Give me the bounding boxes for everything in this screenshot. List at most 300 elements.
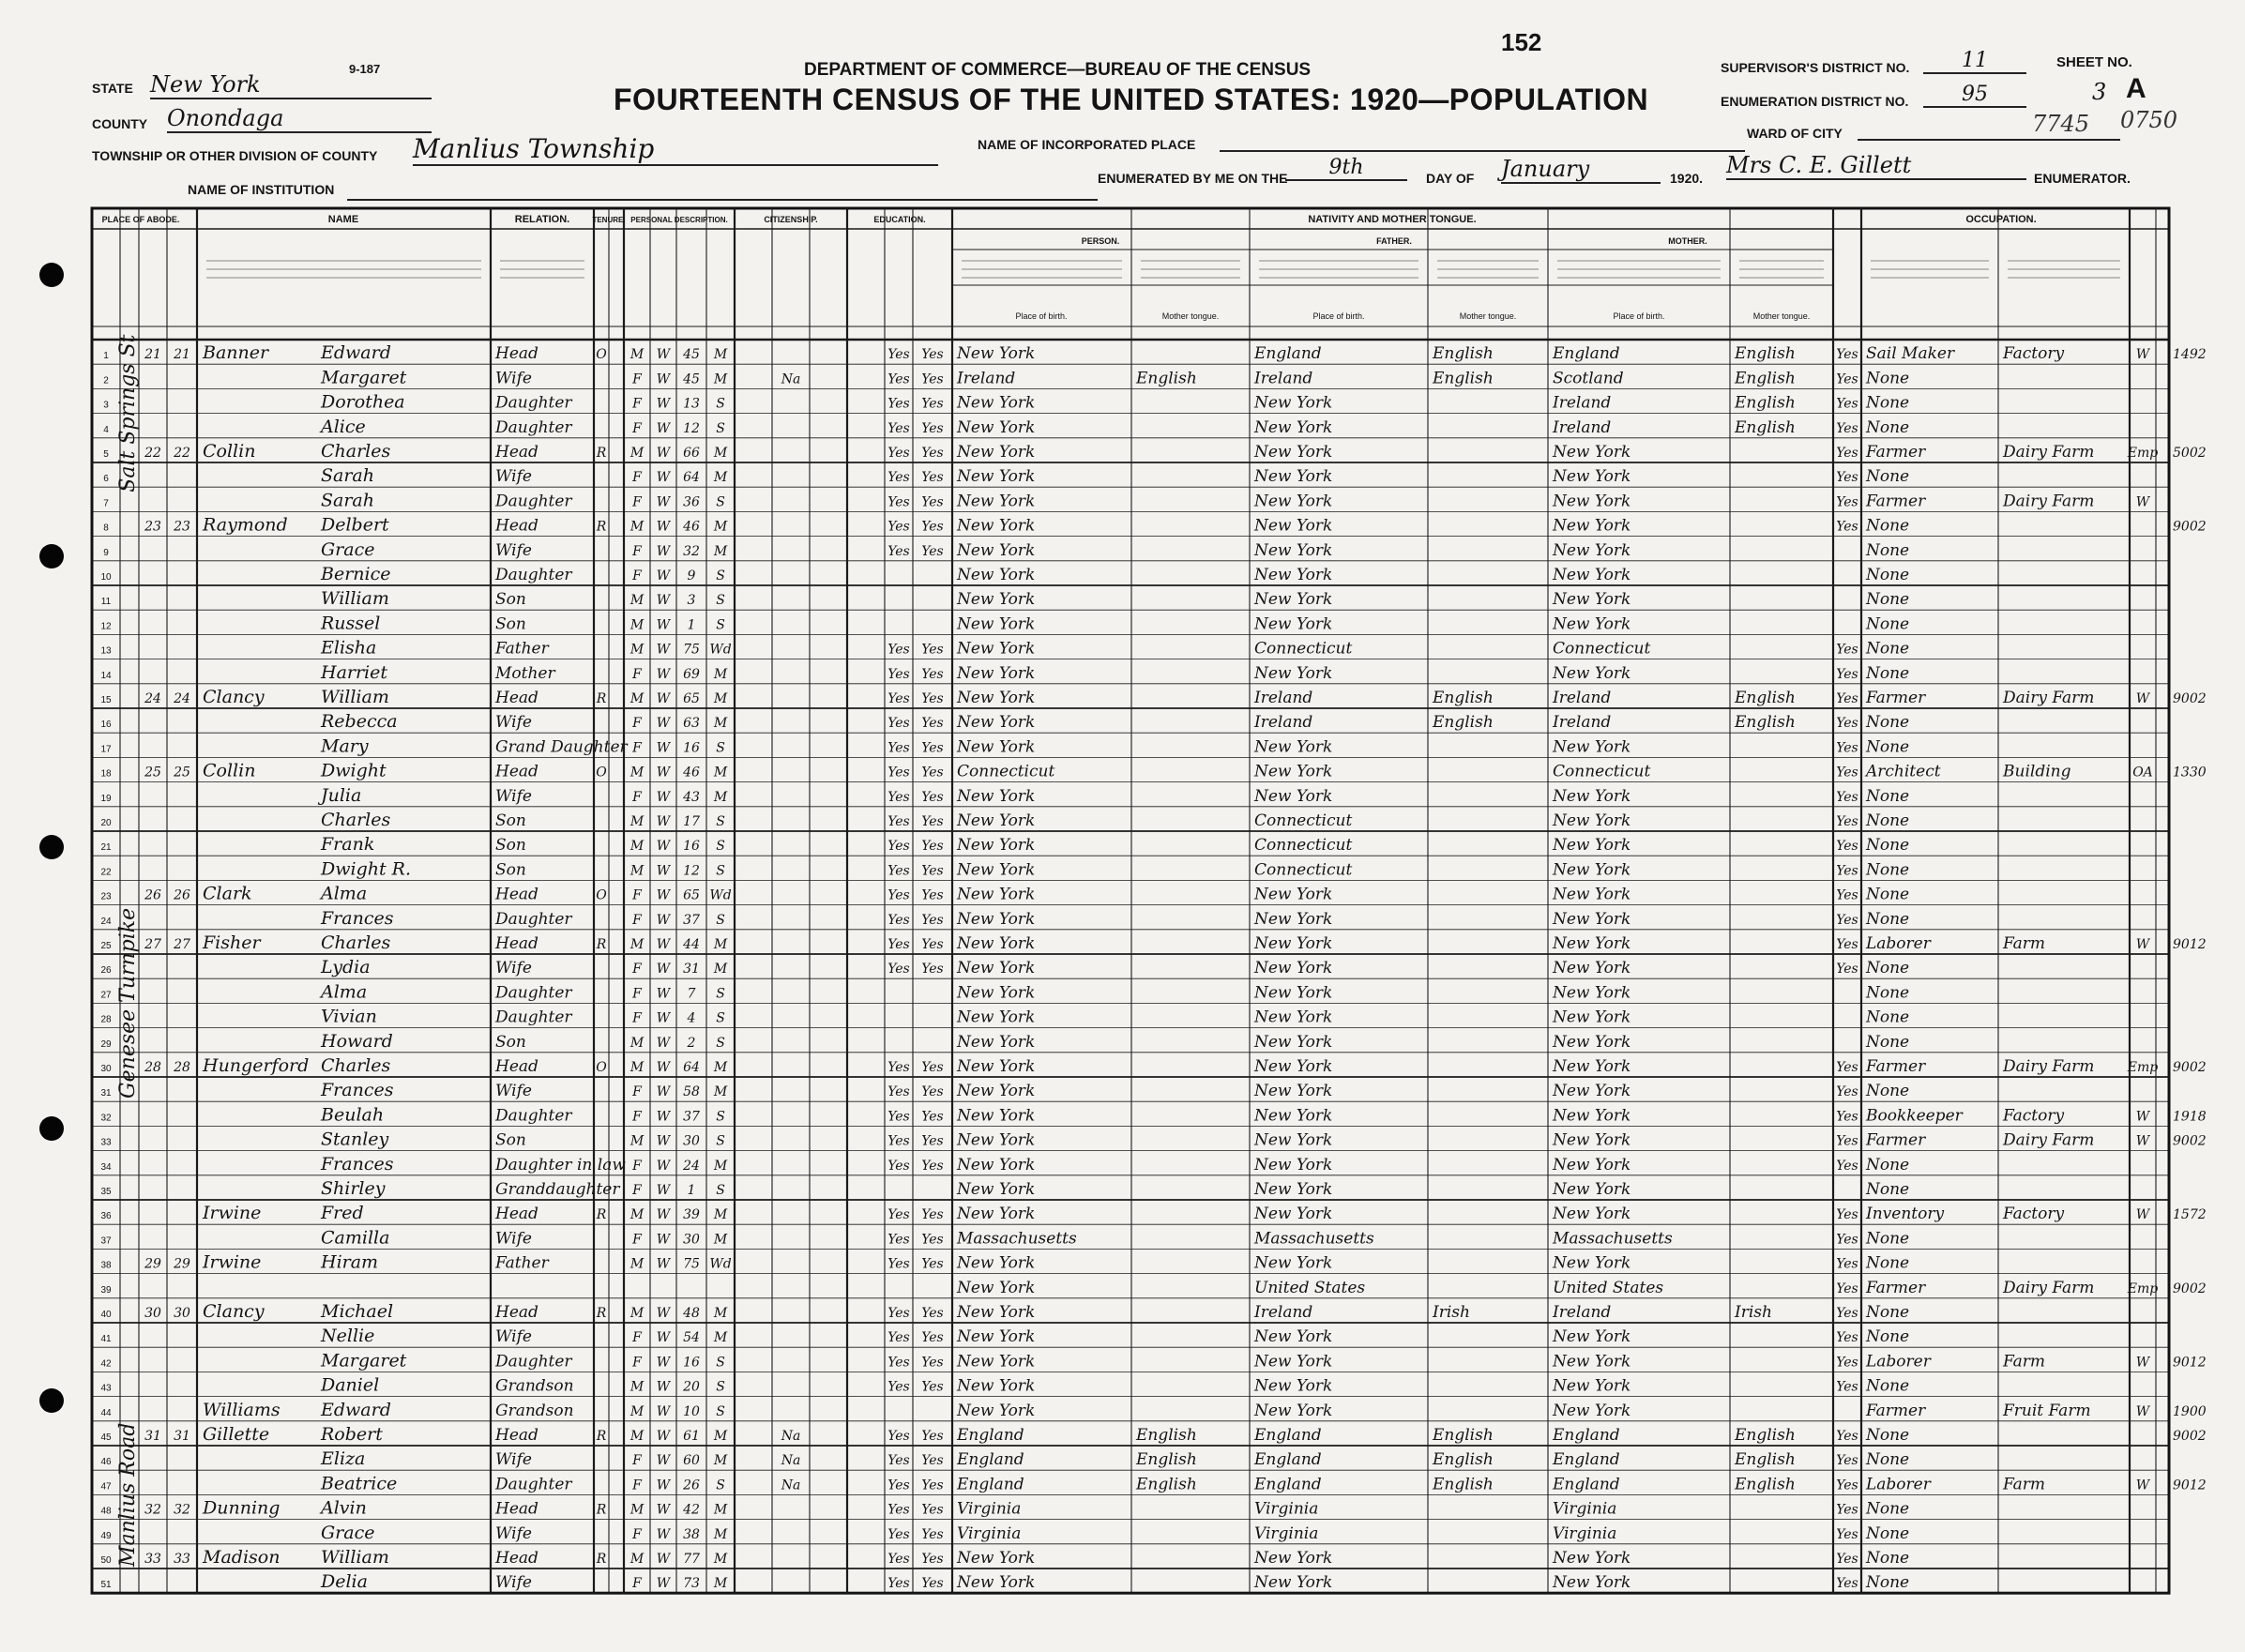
cell-age: 75 bbox=[683, 1256, 700, 1272]
cell-age: 1 bbox=[687, 1183, 696, 1198]
cell-age: 37 bbox=[683, 1109, 700, 1125]
cell-rel: Daughter bbox=[495, 1352, 572, 1372]
cell-pb: New York bbox=[957, 1180, 1036, 1199]
township-value: Manlius Township bbox=[413, 133, 938, 166]
cell-sex: M bbox=[630, 863, 645, 879]
line-number: 50 bbox=[100, 1555, 112, 1566]
row-code: 1492 bbox=[2173, 347, 2207, 363]
cell-read: Yes bbox=[887, 519, 910, 535]
cell-occ: None bbox=[1866, 1253, 1910, 1273]
cell-write: Yes bbox=[921, 642, 944, 658]
cell-race: W bbox=[656, 839, 671, 855]
cell-ms: M bbox=[713, 765, 728, 781]
cell-race: W bbox=[656, 789, 671, 805]
line-number: 23 bbox=[100, 891, 112, 902]
given-name: Frank bbox=[321, 834, 375, 856]
cell-sex: F bbox=[632, 420, 642, 436]
row-code: 1918 bbox=[2173, 1109, 2207, 1125]
cell-occ: None bbox=[1866, 393, 1910, 413]
cell-eng: Yes bbox=[1836, 1109, 1858, 1125]
cell-pb: New York bbox=[957, 590, 1036, 610]
cell-fb: New York bbox=[1254, 1352, 1333, 1372]
cell-ms: M bbox=[713, 1158, 728, 1174]
row-code: 1572 bbox=[2173, 1207, 2207, 1223]
surname: Williams bbox=[203, 1399, 281, 1420]
cell-ten: R bbox=[596, 519, 607, 535]
cell-sex: F bbox=[632, 1158, 642, 1174]
cell-cit: Na bbox=[781, 1429, 801, 1444]
cell-age: 65 bbox=[683, 691, 700, 706]
cell-eng: Yes bbox=[1836, 1133, 1858, 1149]
cell-pb: New York bbox=[957, 1376, 1036, 1396]
cell-sex: F bbox=[632, 740, 642, 756]
cell-mb: England bbox=[1553, 344, 1620, 364]
cell-fb: New York bbox=[1254, 1549, 1333, 1568]
given-name: Charles bbox=[321, 810, 391, 830]
cell-ten: R bbox=[596, 446, 607, 461]
given-name: Lydia bbox=[321, 957, 371, 978]
cell-pb: Ireland bbox=[957, 369, 1016, 388]
cell-fb: New York bbox=[1254, 1130, 1333, 1150]
cell-dw: 32 bbox=[144, 1502, 161, 1518]
cell-ft: English bbox=[1433, 1426, 1494, 1445]
cell-ms: S bbox=[716, 839, 725, 855]
county-label: COUNTY bbox=[92, 116, 148, 131]
cell-ms: M bbox=[713, 1429, 728, 1444]
cell-read: Yes bbox=[887, 814, 910, 829]
cell-write: Yes bbox=[921, 1478, 944, 1493]
given-name: Rebecca bbox=[321, 711, 398, 733]
cell-fb: England bbox=[1254, 1450, 1322, 1470]
cell-age: 45 bbox=[683, 347, 700, 363]
cell-sex: M bbox=[630, 617, 645, 633]
cell-pb: New York bbox=[957, 1352, 1036, 1372]
group-father: FATHER. bbox=[1376, 236, 1412, 246]
cell-ind: Building bbox=[2003, 762, 2071, 781]
cell-mb: New York bbox=[1553, 1057, 1631, 1076]
cell-pb: New York bbox=[957, 1057, 1036, 1076]
cell-eng: Yes bbox=[1836, 839, 1858, 855]
cell-mmt: English bbox=[1735, 689, 1796, 707]
row-code: 9002 bbox=[2173, 1133, 2207, 1149]
cell-ind: Factory bbox=[2003, 1106, 2065, 1126]
incorporated-label: NAME OF INCORPORATED PLACE bbox=[978, 137, 1196, 152]
cell-pb: New York bbox=[957, 566, 1036, 584]
line-number: 24 bbox=[100, 916, 112, 927]
cell-ms: S bbox=[716, 1109, 725, 1125]
cell-rel: Son bbox=[495, 1032, 526, 1052]
cell-occ: Inventory bbox=[1866, 1205, 1945, 1224]
cell-ind: Farm bbox=[2003, 1352, 2046, 1372]
cell-sex: M bbox=[630, 519, 645, 535]
cell-pb: Virginia bbox=[957, 1523, 1022, 1543]
cell-eng: Yes bbox=[1836, 1060, 1858, 1075]
cell-read: Yes bbox=[887, 912, 910, 928]
row-code: 9002 bbox=[2173, 1429, 2207, 1444]
surname: Irwine bbox=[203, 1203, 262, 1224]
cell-read: Yes bbox=[887, 1306, 910, 1321]
cell-eng: Yes bbox=[1836, 691, 1858, 706]
cell-fam: 24 bbox=[174, 691, 190, 706]
cell-occ: Laborer bbox=[1866, 1475, 1931, 1494]
cell-ms: M bbox=[713, 543, 728, 559]
line-number: 8 bbox=[103, 523, 109, 534]
cell-mb: Ireland bbox=[1553, 713, 1612, 733]
cell-cls: W bbox=[2135, 1355, 2150, 1371]
cell-mmt: English bbox=[1735, 1475, 1796, 1494]
cell-fb: England bbox=[1254, 1475, 1322, 1494]
cell-ms: M bbox=[713, 789, 728, 805]
cell-cls: W bbox=[2135, 494, 2150, 510]
cell-race: W bbox=[656, 740, 671, 756]
cell-read: Yes bbox=[887, 1552, 910, 1567]
cell-read: Yes bbox=[887, 1453, 910, 1469]
cell-pb: New York bbox=[957, 689, 1036, 707]
cell-ind: Dairy Farm bbox=[2003, 1278, 2095, 1297]
cell-pb: New York bbox=[957, 836, 1036, 856]
cell-ms: M bbox=[713, 1330, 728, 1346]
cell-dw: 22 bbox=[144, 446, 161, 461]
cell-rel: Head bbox=[495, 885, 538, 904]
cell-race: W bbox=[656, 1306, 671, 1321]
cell-sex: F bbox=[632, 986, 642, 1002]
line-number: 39 bbox=[100, 1284, 112, 1296]
cell-age: 12 bbox=[683, 863, 700, 879]
row-code: 9002 bbox=[2173, 1060, 2207, 1075]
cell-ms: M bbox=[713, 1552, 728, 1567]
cell-rel: Head bbox=[495, 1057, 538, 1076]
cell-fb: New York bbox=[1254, 983, 1333, 1003]
cell-mmt: English bbox=[1735, 344, 1796, 364]
cell-age: 26 bbox=[683, 1478, 700, 1493]
cell-cls: W bbox=[2135, 691, 2150, 706]
cell-race: W bbox=[656, 1183, 671, 1198]
cell-eng: Yes bbox=[1836, 887, 1858, 903]
cell-dw: 21 bbox=[144, 347, 161, 363]
cell-fam: 29 bbox=[174, 1256, 190, 1272]
cell-pb: New York bbox=[957, 1008, 1036, 1027]
given-name: Margaret bbox=[321, 1350, 407, 1372]
given-name: Robert bbox=[321, 1424, 383, 1445]
cell-pb: New York bbox=[957, 737, 1036, 757]
cell-ms: M bbox=[713, 1453, 728, 1469]
cell-fb: Virginia bbox=[1254, 1499, 1319, 1519]
line-number: 11 bbox=[100, 597, 112, 608]
cell-occ: None bbox=[1866, 836, 1910, 856]
cell-read: Yes bbox=[887, 887, 910, 903]
cell-age: 66 bbox=[683, 446, 700, 461]
department-line: DEPARTMENT OF COMMERCE—BUREAU OF THE CENSUS bbox=[804, 60, 1312, 80]
cell-rel: Head bbox=[495, 1205, 538, 1224]
cell-ms: M bbox=[713, 1084, 728, 1100]
cell-ms: M bbox=[713, 371, 728, 387]
given-name: Delia bbox=[321, 1571, 368, 1593]
cell-read: Yes bbox=[887, 1526, 910, 1542]
cell-sex: F bbox=[632, 371, 642, 387]
cell-age: 73 bbox=[683, 1576, 700, 1592]
cell-read: Yes bbox=[887, 863, 910, 879]
cell-occ: Farmer bbox=[1866, 1401, 1926, 1420]
cell-rel: Son bbox=[495, 590, 526, 610]
cell-race: W bbox=[656, 1158, 671, 1174]
cell-sex: F bbox=[632, 962, 642, 978]
cell-ms: M bbox=[713, 962, 728, 978]
cell-rel: Wife bbox=[495, 959, 532, 978]
cell-fb: Connecticut bbox=[1254, 811, 1353, 830]
cell-write: Yes bbox=[921, 494, 944, 510]
cell-dw: 26 bbox=[144, 887, 161, 903]
cell-sex: M bbox=[630, 593, 645, 609]
cell-ms: M bbox=[713, 691, 728, 706]
cell-write: Yes bbox=[921, 1379, 944, 1395]
cell-fam: 33 bbox=[174, 1552, 190, 1567]
cell-age: 20 bbox=[683, 1379, 700, 1395]
cell-race: W bbox=[656, 1478, 671, 1493]
cell-age: 46 bbox=[683, 765, 700, 781]
cell-age: 16 bbox=[683, 839, 700, 855]
cell-cls: Emp bbox=[2127, 1281, 2159, 1296]
cell-write: Yes bbox=[921, 396, 944, 412]
cell-ms: S bbox=[716, 912, 725, 928]
cell-occ: None bbox=[1866, 614, 1910, 634]
cell-occ: Farmer bbox=[1866, 1057, 1926, 1076]
cell-mb: Ireland bbox=[1553, 689, 1612, 707]
cell-fb: Massachusetts bbox=[1254, 1229, 1374, 1249]
cell-fb: Ireland bbox=[1254, 689, 1313, 707]
month-value: January bbox=[1501, 156, 1661, 184]
cell-pb: New York bbox=[957, 1106, 1036, 1126]
cell-rel: Daughter bbox=[495, 909, 572, 929]
cell-mb: New York bbox=[1553, 1180, 1631, 1199]
given-name: Elisha bbox=[321, 637, 377, 659]
cell-mb: Virginia bbox=[1553, 1499, 1617, 1519]
cell-eng: Yes bbox=[1836, 765, 1858, 781]
cell-read: Yes bbox=[887, 1133, 910, 1149]
cell-cls: W bbox=[2135, 1478, 2150, 1493]
row-code: 9012 bbox=[2173, 1478, 2207, 1493]
cell-pb: New York bbox=[957, 516, 1036, 536]
cell-race: W bbox=[656, 863, 671, 879]
line-number: 25 bbox=[100, 941, 112, 951]
cell-rel: Son bbox=[495, 1130, 526, 1150]
cell-read: Yes bbox=[887, 1379, 910, 1395]
cell-dw: 23 bbox=[144, 519, 161, 535]
cell-sex: F bbox=[632, 716, 642, 732]
cell-ms: S bbox=[716, 1035, 725, 1051]
cell-eng: Yes bbox=[1836, 1379, 1858, 1395]
cell-fb: England bbox=[1254, 344, 1322, 364]
cell-sex: F bbox=[632, 1109, 642, 1125]
cell-occ: None bbox=[1866, 1155, 1910, 1175]
sheet-letter: A bbox=[2126, 73, 2146, 104]
cell-mb: New York bbox=[1553, 811, 1631, 830]
cell-fb: England bbox=[1254, 1426, 1322, 1445]
surname: Clark bbox=[203, 883, 252, 904]
cell-pb: England bbox=[957, 1450, 1024, 1470]
cell-age: 58 bbox=[683, 1084, 700, 1100]
cell-pb: New York bbox=[957, 885, 1036, 904]
cell-read: Yes bbox=[887, 1576, 910, 1592]
enumerated-label: ENUMERATED BY ME ON THE bbox=[1098, 171, 1288, 186]
cell-sex: M bbox=[630, 765, 645, 781]
cell-age: 3 bbox=[687, 593, 696, 609]
cell-ms: S bbox=[716, 1355, 725, 1371]
cell-fb: New York bbox=[1254, 1106, 1333, 1126]
cell-pb: New York bbox=[957, 1573, 1036, 1593]
cell-rel: Wife bbox=[495, 1523, 532, 1543]
cell-ms: S bbox=[716, 1010, 725, 1026]
cell-race: W bbox=[656, 691, 671, 706]
cell-ms: S bbox=[716, 617, 725, 633]
cell-read: Yes bbox=[887, 765, 910, 781]
group-person: PERSON. bbox=[1081, 236, 1120, 246]
cell-eng: Yes bbox=[1836, 789, 1858, 805]
cell-race: W bbox=[656, 396, 671, 412]
cell-cit: Na bbox=[781, 1478, 801, 1493]
given-name: Vivian bbox=[321, 1006, 377, 1027]
cell-fb: New York bbox=[1254, 934, 1333, 953]
given-name: Howard bbox=[321, 1030, 393, 1052]
cell-read: Yes bbox=[887, 1429, 910, 1444]
cell-ind: Dairy Farm bbox=[2003, 1130, 2095, 1150]
cell-mb: New York bbox=[1553, 1376, 1631, 1396]
given-name: Nellie bbox=[321, 1326, 375, 1347]
cell-fb: New York bbox=[1254, 1032, 1333, 1052]
cell-mb: Connecticut bbox=[1553, 762, 1651, 781]
cell-age: 2 bbox=[687, 1035, 696, 1051]
cell-sex: M bbox=[630, 839, 645, 855]
cell-read: Yes bbox=[887, 839, 910, 855]
cell-fb: New York bbox=[1254, 540, 1333, 560]
line-number: 30 bbox=[100, 1064, 112, 1074]
cell-ms: S bbox=[716, 863, 725, 879]
enumeration-label: ENUMERATION DISTRICT NO. bbox=[1721, 94, 1909, 109]
state-value: New York bbox=[150, 71, 432, 99]
cell-pb: Virginia bbox=[957, 1499, 1022, 1519]
cell-cls: W bbox=[2135, 1133, 2150, 1149]
cell-occ: Architect bbox=[1866, 762, 1941, 781]
cell-mb: New York bbox=[1553, 983, 1631, 1003]
line-number: 33 bbox=[100, 1137, 112, 1148]
cell-rel: Daughter bbox=[495, 393, 572, 413]
row-code: 9002 bbox=[2173, 1281, 2207, 1296]
cell-age: 48 bbox=[683, 1306, 700, 1321]
cell-read: Yes bbox=[887, 789, 910, 805]
cell-rel: Son bbox=[495, 836, 526, 856]
given-name: Julia bbox=[321, 784, 362, 806]
cell-sex: F bbox=[632, 666, 642, 682]
cell-mb: New York bbox=[1553, 885, 1631, 904]
cell-sex: F bbox=[632, 1355, 642, 1371]
given-name: Edward bbox=[321, 342, 391, 364]
cell-ten: R bbox=[596, 691, 607, 706]
cell-write: Yes bbox=[921, 765, 944, 781]
cell-read: Yes bbox=[887, 347, 910, 363]
cell-rel: Son bbox=[495, 811, 526, 830]
cell-pb: New York bbox=[957, 417, 1036, 437]
surname: Collin bbox=[203, 441, 256, 462]
cell-write: Yes bbox=[921, 1306, 944, 1321]
cell-mb: New York bbox=[1553, 1253, 1631, 1273]
cell-mb: New York bbox=[1553, 836, 1631, 856]
cell-rel: Grand Daughter bbox=[495, 737, 628, 757]
cell-ms: M bbox=[713, 1576, 728, 1592]
cell-race: W bbox=[656, 814, 671, 829]
enumerator-value: Mrs C. E. Gillett bbox=[1726, 152, 2026, 180]
cell-eng: Yes bbox=[1836, 814, 1858, 829]
cell-dw: 24 bbox=[144, 691, 161, 706]
cell-race: W bbox=[656, 912, 671, 928]
given-name: Delbert bbox=[321, 514, 389, 536]
cell-fb: New York bbox=[1254, 959, 1333, 978]
cell-rel: Son bbox=[495, 860, 526, 880]
given-name: Dwight R. bbox=[321, 858, 411, 880]
cell-ten: O bbox=[596, 765, 607, 781]
cell-race: W bbox=[656, 666, 671, 682]
cell-occ: None bbox=[1866, 1573, 1910, 1593]
cell-rel: Head bbox=[495, 1549, 538, 1568]
cell-fb: New York bbox=[1254, 1401, 1333, 1420]
cell-ind: Dairy Farm bbox=[2003, 492, 2095, 511]
line-number: 10 bbox=[100, 572, 112, 583]
cell-ms: Wd bbox=[709, 642, 732, 658]
cell-pb: New York bbox=[957, 540, 1036, 560]
cell-mb: New York bbox=[1553, 1549, 1631, 1568]
cell-race: W bbox=[656, 593, 671, 609]
cell-write: Yes bbox=[921, 912, 944, 928]
cell-mt: English bbox=[1136, 1426, 1197, 1445]
form-number: 9-187 bbox=[349, 62, 381, 76]
cell-write: Yes bbox=[921, 716, 944, 732]
cell-pb: New York bbox=[957, 786, 1036, 806]
cell-eng: Yes bbox=[1836, 1429, 1858, 1444]
surname: Clancy bbox=[203, 687, 265, 707]
cell-occ: Farmer bbox=[1866, 443, 1926, 462]
line-number: 32 bbox=[100, 1113, 112, 1124]
cell-ms: M bbox=[713, 1060, 728, 1075]
cell-mmt: English bbox=[1735, 369, 1796, 388]
cell-rel: Daughter bbox=[495, 417, 572, 437]
cell-fb: Connecticut bbox=[1254, 639, 1353, 659]
cell-pb: New York bbox=[957, 1155, 1036, 1175]
surname: Fisher bbox=[203, 932, 261, 953]
given-name: Dwight bbox=[321, 760, 387, 781]
institution-label: NAME OF INSTITUTION bbox=[188, 182, 335, 197]
cell-fb: New York bbox=[1254, 417, 1333, 437]
cell-race: W bbox=[656, 1060, 671, 1075]
subhead-birth-mother: Place of birth. bbox=[1613, 311, 1665, 321]
cell-sex: M bbox=[630, 937, 645, 952]
cell-fb: Ireland bbox=[1254, 369, 1313, 388]
cell-occ: None bbox=[1866, 369, 1910, 388]
cell-mb: New York bbox=[1553, 1106, 1631, 1126]
given-name: Dorothea bbox=[321, 391, 405, 413]
cell-rel: Wife bbox=[495, 713, 532, 733]
given-name: Alice bbox=[321, 416, 366, 437]
cell-ms: M bbox=[713, 1232, 728, 1248]
cell-read: Yes bbox=[887, 1256, 910, 1272]
group-personal: PERSONAL DESCRIPTION. bbox=[630, 216, 728, 224]
given-name: Frances bbox=[321, 1153, 394, 1175]
cell-pb: New York bbox=[957, 713, 1036, 733]
row-code: 1900 bbox=[2173, 1403, 2207, 1419]
cell-mmt: English bbox=[1735, 1450, 1796, 1470]
cell-occ: None bbox=[1866, 811, 1910, 830]
line-number: 18 bbox=[100, 768, 112, 780]
cell-cls: W bbox=[2135, 1207, 2150, 1223]
sheet-label: SHEET NO. bbox=[2056, 54, 2132, 70]
cell-rel: Head bbox=[495, 1303, 538, 1322]
